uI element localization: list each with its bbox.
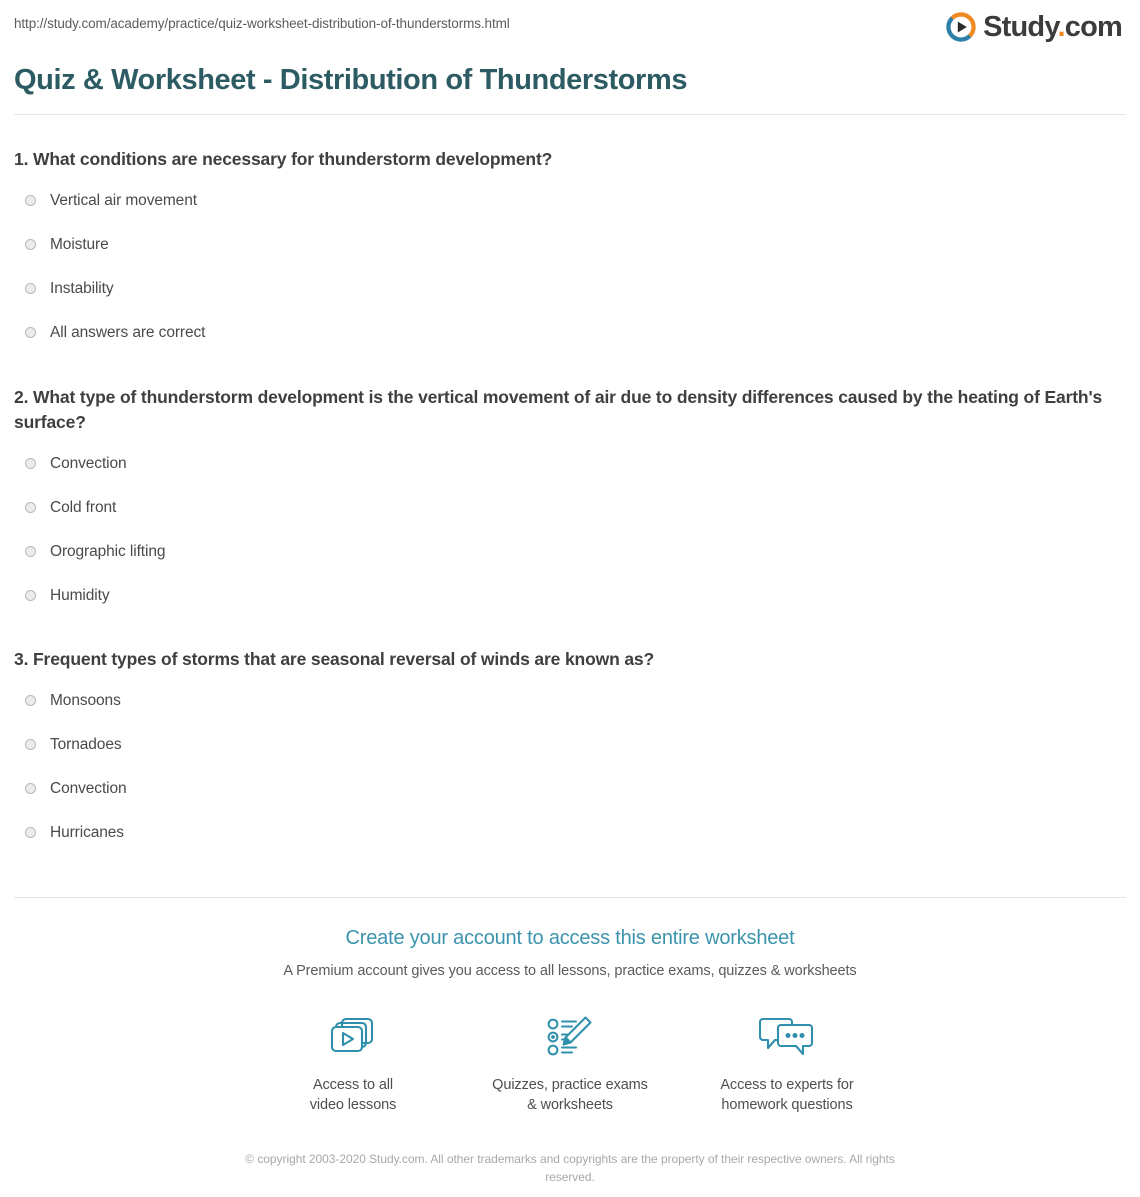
answer-option[interactable] xyxy=(14,573,1126,617)
play-circle-icon xyxy=(946,12,976,42)
answer-option[interactable] xyxy=(14,441,1126,485)
answer-label: Instability xyxy=(50,279,114,297)
feature-caption-line2: video lessons xyxy=(309,1097,397,1114)
answer-option[interactable] xyxy=(14,485,1126,529)
quiz-pencil-icon xyxy=(462,1011,679,1063)
cta-subheading: A Premium account gives you access to all lessons, practice exams, quizzes & worksheets xyxy=(283,962,857,979)
page-header xyxy=(0,0,1140,52)
answer-label: Convection xyxy=(50,454,127,472)
answer-label: Convection xyxy=(50,780,127,797)
feature-caption-line1: Access to all xyxy=(312,1076,394,1093)
study-com-logo[interactable] xyxy=(946,12,1126,42)
answer-option[interactable] xyxy=(14,267,1126,311)
radio-button-icon[interactable] xyxy=(25,283,36,294)
radio-button-icon[interactable] xyxy=(25,458,36,469)
signup-cta-section xyxy=(0,898,1140,1186)
radio-button-icon[interactable] xyxy=(25,739,36,750)
copyright-text: © copyright 2003-2020 Study.com. All other trademarks and copyrights are the property of their respective owners. All rights reserved. xyxy=(245,1151,895,1184)
feature-caption-line2: & worksheets xyxy=(527,1097,613,1114)
answer-label: Moisture xyxy=(50,235,109,253)
answer-label: Cold front xyxy=(50,498,117,516)
answer-label: Hurricanes xyxy=(50,824,124,841)
question-text: 1. What conditions are necessary for thunderstorm development? xyxy=(14,149,553,170)
radio-button-icon[interactable] xyxy=(25,195,36,206)
page-title: Quiz & Worksheet - Distribution of Thunderstorms xyxy=(14,64,688,96)
question-text: 3. Frequent types of storms that are seasonal reversal of winds are known as? xyxy=(14,649,655,670)
answer-option[interactable] xyxy=(14,179,1126,223)
create-account-link[interactable]: Create your account to access this entire worksheet xyxy=(345,926,795,949)
radio-button-icon[interactable] xyxy=(25,783,36,794)
answer-option[interactable] xyxy=(14,679,1126,723)
answer-label: Tornadoes xyxy=(50,736,122,753)
question-block xyxy=(14,647,1126,854)
feature-quizzes xyxy=(462,1011,679,1116)
brand-dot: . xyxy=(1057,10,1065,43)
answer-option[interactable] xyxy=(14,311,1126,355)
feature-video-lessons xyxy=(245,1011,462,1116)
answer-option[interactable] xyxy=(14,529,1126,573)
answer-option[interactable] xyxy=(14,223,1126,267)
url-text: http://study.com/academy/practice/quiz-worksheet-distribution-of-thunderstorms.html xyxy=(14,16,510,31)
feature-caption xyxy=(245,1075,462,1116)
feature-caption xyxy=(679,1075,896,1116)
question-text: 2. What type of thunderstorm development is the vertical movement of air due to density differences caused by the heating of Earth's surface? xyxy=(14,386,1103,432)
premium-features-list xyxy=(0,1011,1140,1116)
answer-label: Monsoons xyxy=(50,692,121,709)
answer-option[interactable] xyxy=(14,811,1126,855)
answer-option[interactable] xyxy=(14,767,1126,811)
answer-option[interactable] xyxy=(14,723,1126,767)
answer-list xyxy=(14,441,1126,617)
answer-list xyxy=(14,179,1126,355)
answer-label: Humidity xyxy=(50,586,110,604)
radio-button-icon[interactable] xyxy=(25,327,36,338)
feature-caption-line1: Quizzes, practice exams xyxy=(492,1076,648,1093)
feature-caption xyxy=(462,1075,679,1116)
question-block xyxy=(14,385,1126,618)
video-lessons-icon xyxy=(245,1011,462,1063)
answer-label: Vertical air movement xyxy=(50,191,197,209)
chat-bubbles-icon xyxy=(679,1011,896,1063)
radio-button-icon[interactable] xyxy=(25,502,36,513)
title-divider xyxy=(14,114,1126,115)
feature-expert-help xyxy=(679,1011,896,1116)
feature-caption-line1: Access to experts for xyxy=(720,1076,854,1093)
answer-label: All answers are correct xyxy=(50,323,206,341)
radio-button-icon[interactable] xyxy=(25,827,36,838)
brand-name-tld: com xyxy=(1064,10,1122,43)
radio-button-icon[interactable] xyxy=(25,590,36,601)
radio-button-icon[interactable] xyxy=(25,239,36,250)
quiz-questions-container xyxy=(0,147,1140,855)
radio-button-icon[interactable] xyxy=(25,695,36,706)
feature-caption-line2: homework questions xyxy=(721,1097,853,1114)
brand-name-first: Study xyxy=(983,10,1058,43)
answer-list xyxy=(14,679,1126,855)
answer-label: Orographic lifting xyxy=(50,542,166,560)
question-block xyxy=(14,147,1126,354)
brand-wordmark xyxy=(983,10,1122,43)
radio-button-icon[interactable] xyxy=(25,546,36,557)
